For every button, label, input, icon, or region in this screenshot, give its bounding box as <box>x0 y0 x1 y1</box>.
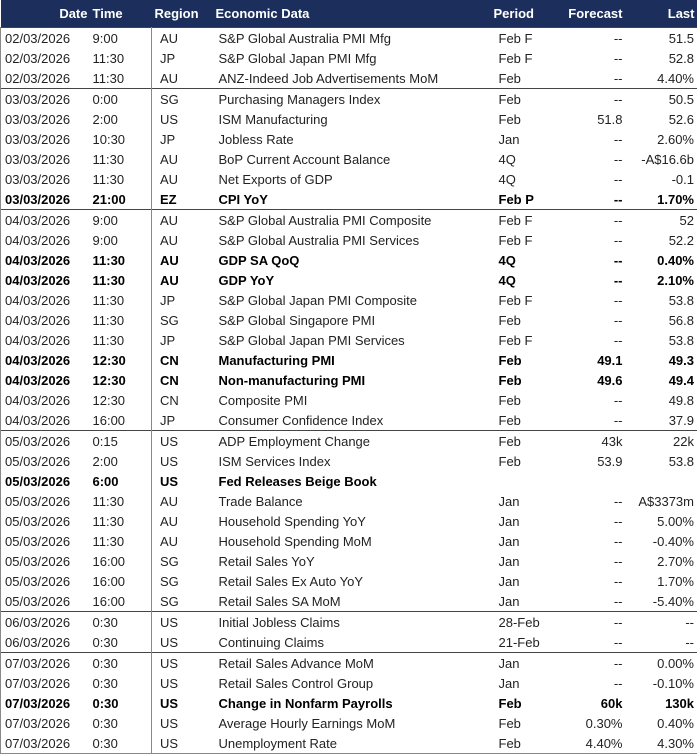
table-row <box>1 350 697 370</box>
cell-region: US <box>152 431 213 452</box>
cell-region: JP <box>152 48 213 68</box>
cell-last: -0.1 <box>626 169 697 189</box>
table-row <box>1 713 697 733</box>
cell-region: US <box>152 653 213 674</box>
cell-forecast: -- <box>543 290 626 310</box>
cell-region: JP <box>152 330 213 350</box>
cell-date: 03/03/2026 <box>1 169 90 189</box>
cell-period: Jan <box>491 491 543 511</box>
header-time: Time <box>90 0 152 28</box>
cell-last: 1.70% <box>626 189 697 210</box>
cell-forecast: -- <box>543 189 626 210</box>
cell-time: 11:30 <box>90 149 152 169</box>
cell-economic-data: ISM Services Index <box>213 451 491 471</box>
cell-forecast: -- <box>543 28 626 49</box>
cell-forecast: -- <box>543 410 626 431</box>
cell-economic-data: S&P Global Japan PMI Mfg <box>213 48 491 68</box>
cell-period: Jan <box>491 531 543 551</box>
cell-region: AU <box>152 169 213 189</box>
cell-last: -0.40% <box>626 531 697 551</box>
cell-period: Feb <box>491 431 543 452</box>
cell-time: 12:30 <box>90 370 152 390</box>
table-row <box>1 129 697 149</box>
cell-economic-data: Retail Sales SA MoM <box>213 591 491 612</box>
cell-period: Feb F <box>491 48 543 68</box>
cell-period: Feb F <box>491 330 543 350</box>
cell-region: AU <box>152 531 213 551</box>
cell-period: Feb <box>491 310 543 330</box>
cell-region: US <box>152 471 213 491</box>
cell-economic-data: Trade Balance <box>213 491 491 511</box>
cell-period: Feb <box>491 350 543 370</box>
cell-last: 2.60% <box>626 129 697 149</box>
cell-time: 0:30 <box>90 653 152 674</box>
cell-period: Feb <box>491 410 543 431</box>
cell-forecast: -- <box>543 531 626 551</box>
cell-forecast: -- <box>543 673 626 693</box>
cell-date: 07/03/2026 <box>1 713 90 733</box>
table-row <box>1 431 697 452</box>
cell-economic-data: Retail Sales YoY <box>213 551 491 571</box>
cell-economic-data: ADP Employment Change <box>213 431 491 452</box>
cell-economic-data: Retail Sales Advance MoM <box>213 653 491 674</box>
cell-date: 04/03/2026 <box>1 290 90 310</box>
cell-last: 49.4 <box>626 370 697 390</box>
cell-last: -5.40% <box>626 591 697 612</box>
cell-forecast: -- <box>543 230 626 250</box>
cell-date: 06/03/2026 <box>1 612 90 633</box>
header-row <box>1 0 697 28</box>
cell-period: Feb <box>491 109 543 129</box>
cell-time: 11:30 <box>90 270 152 290</box>
table-row <box>1 89 697 110</box>
cell-region: CN <box>152 370 213 390</box>
cell-last: -- <box>626 612 697 633</box>
cell-period <box>491 471 543 491</box>
cell-date: 02/03/2026 <box>1 28 90 49</box>
cell-last: 0.40% <box>626 250 697 270</box>
cell-forecast: -- <box>543 330 626 350</box>
header-region: Region <box>152 0 213 28</box>
cell-economic-data: Continuing Claims <box>213 632 491 653</box>
cell-period: Feb <box>491 89 543 110</box>
cell-date: 04/03/2026 <box>1 330 90 350</box>
header-forecast: Forecast <box>543 0 626 28</box>
cell-forecast: 51.8 <box>543 109 626 129</box>
cell-economic-data: Consumer Confidence Index <box>213 410 491 431</box>
cell-economic-data: BoP Current Account Balance <box>213 149 491 169</box>
cell-date: 04/03/2026 <box>1 250 90 270</box>
cell-forecast: -- <box>543 491 626 511</box>
cell-economic-data: S&P Global Japan PMI Composite <box>213 290 491 310</box>
cell-economic-data: ANZ-Indeed Job Advertisements MoM <box>213 68 491 89</box>
cell-economic-data: S&P Global Australia PMI Services <box>213 230 491 250</box>
table-row <box>1 612 697 633</box>
cell-last: 52.2 <box>626 230 697 250</box>
cell-forecast: -- <box>543 511 626 531</box>
cell-time: 0:30 <box>90 673 152 693</box>
cell-time: 11:30 <box>90 68 152 89</box>
cell-date: 04/03/2026 <box>1 230 90 250</box>
cell-period: Feb F <box>491 210 543 231</box>
cell-date: 05/03/2026 <box>1 531 90 551</box>
header-economic-data: Economic Data <box>213 0 491 28</box>
cell-last: 53.8 <box>626 451 697 471</box>
cell-time: 11:30 <box>90 48 152 68</box>
cell-last: 52 <box>626 210 697 231</box>
cell-time: 11:30 <box>90 330 152 350</box>
table-row <box>1 733 697 754</box>
cell-time: 0:15 <box>90 431 152 452</box>
cell-time: 10:30 <box>90 129 152 149</box>
cell-time: 0:30 <box>90 733 152 754</box>
cell-date: 07/03/2026 <box>1 693 90 713</box>
cell-region: AU <box>152 28 213 49</box>
table-row <box>1 390 697 410</box>
cell-period: Feb F <box>491 290 543 310</box>
cell-time: 16:00 <box>90 551 152 571</box>
cell-last: 49.3 <box>626 350 697 370</box>
cell-period: 4Q <box>491 169 543 189</box>
cell-time: 12:30 <box>90 390 152 410</box>
cell-time: 0:00 <box>90 89 152 110</box>
cell-region: US <box>152 451 213 471</box>
table-row <box>1 451 697 471</box>
cell-forecast: -- <box>543 149 626 169</box>
cell-date: 05/03/2026 <box>1 451 90 471</box>
table-row <box>1 551 697 571</box>
cell-forecast: -- <box>543 612 626 633</box>
table-row <box>1 591 697 612</box>
cell-region: AU <box>152 250 213 270</box>
cell-last: 51.5 <box>626 28 697 49</box>
cell-forecast: -- <box>543 210 626 231</box>
table-row <box>1 210 697 231</box>
cell-time: 11:30 <box>90 250 152 270</box>
cell-economic-data: ISM Manufacturing <box>213 109 491 129</box>
cell-period: Jan <box>491 571 543 591</box>
cell-last: 0.40% <box>626 713 697 733</box>
header-period: Period <box>491 0 543 28</box>
cell-forecast: 4.40% <box>543 733 626 754</box>
cell-date: 04/03/2026 <box>1 410 90 431</box>
cell-date: 05/03/2026 <box>1 551 90 571</box>
table-row <box>1 531 697 551</box>
cell-economic-data: Fed Releases Beige Book <box>213 471 491 491</box>
cell-date: 07/03/2026 <box>1 653 90 674</box>
cell-time: 16:00 <box>90 571 152 591</box>
cell-date: 05/03/2026 <box>1 571 90 591</box>
cell-period: Feb <box>491 733 543 754</box>
cell-last: 37.9 <box>626 410 697 431</box>
cell-time: 11:30 <box>90 290 152 310</box>
cell-time: 0:30 <box>90 632 152 653</box>
cell-last: -- <box>626 632 697 653</box>
table-row <box>1 169 697 189</box>
cell-region: JP <box>152 290 213 310</box>
cell-last: 5.00% <box>626 511 697 531</box>
table-row <box>1 632 697 653</box>
cell-time: 6:00 <box>90 471 152 491</box>
cell-last: A$3373m <box>626 491 697 511</box>
cell-period: Jan <box>491 511 543 531</box>
cell-forecast: -- <box>543 89 626 110</box>
table-row <box>1 290 697 310</box>
table-header <box>1 0 697 28</box>
cell-region: CN <box>152 390 213 410</box>
table-row <box>1 28 697 49</box>
cell-last: 0.00% <box>626 653 697 674</box>
cell-economic-data: Unemployment Rate <box>213 733 491 754</box>
cell-region: EZ <box>152 189 213 210</box>
cell-period: Feb P <box>491 189 543 210</box>
cell-region: CN <box>152 350 213 370</box>
cell-region: US <box>152 673 213 693</box>
cell-economic-data: Purchasing Managers Index <box>213 89 491 110</box>
table-row <box>1 48 697 68</box>
cell-period: Feb <box>491 68 543 89</box>
cell-forecast: 0.30% <box>543 713 626 733</box>
table-row <box>1 270 697 290</box>
cell-time: 11:30 <box>90 511 152 531</box>
cell-date: 05/03/2026 <box>1 431 90 452</box>
cell-date: 07/03/2026 <box>1 733 90 754</box>
cell-forecast: -- <box>543 169 626 189</box>
cell-region: AU <box>152 68 213 89</box>
cell-last: 50.5 <box>626 89 697 110</box>
cell-last: 1.70% <box>626 571 697 591</box>
cell-economic-data: Non-manufacturing PMI <box>213 370 491 390</box>
table-row <box>1 571 697 591</box>
cell-region: AU <box>152 149 213 169</box>
cell-date: 03/03/2026 <box>1 189 90 210</box>
cell-economic-data: CPI YoY <box>213 189 491 210</box>
cell-period: Feb <box>491 370 543 390</box>
cell-last: 53.8 <box>626 330 697 350</box>
cell-last <box>626 471 697 491</box>
cell-forecast: -- <box>543 129 626 149</box>
table-row <box>1 310 697 330</box>
cell-period: Jan <box>491 591 543 612</box>
cell-region: JP <box>152 410 213 431</box>
cell-forecast: 49.1 <box>543 350 626 370</box>
cell-last: 4.40% <box>626 68 697 89</box>
cell-date: 03/03/2026 <box>1 89 90 110</box>
cell-period: Jan <box>491 653 543 674</box>
cell-forecast: -- <box>543 68 626 89</box>
cell-forecast: -- <box>543 591 626 612</box>
cell-period: Feb <box>491 693 543 713</box>
cell-period: Feb <box>491 713 543 733</box>
cell-date: 05/03/2026 <box>1 491 90 511</box>
cell-last: -A$16.6b <box>626 149 697 169</box>
cell-period: 4Q <box>491 149 543 169</box>
cell-forecast: 53.9 <box>543 451 626 471</box>
cell-last: 49.8 <box>626 390 697 410</box>
cell-economic-data: Average Hourly Earnings MoM <box>213 713 491 733</box>
cell-region: AU <box>152 270 213 290</box>
cell-economic-data: Retail Sales Ex Auto YoY <box>213 571 491 591</box>
cell-economic-data: S&P Global Australia PMI Mfg <box>213 28 491 49</box>
cell-date: 04/03/2026 <box>1 390 90 410</box>
table-row <box>1 230 697 250</box>
table-row <box>1 673 697 693</box>
table-row <box>1 511 697 531</box>
cell-region: US <box>152 632 213 653</box>
cell-forecast: -- <box>543 390 626 410</box>
cell-period: Jan <box>491 673 543 693</box>
table-row <box>1 693 697 713</box>
cell-economic-data: Initial Jobless Claims <box>213 612 491 633</box>
cell-date: 04/03/2026 <box>1 270 90 290</box>
cell-economic-data: Change in Nonfarm Payrolls <box>213 693 491 713</box>
cell-economic-data: GDP SA QoQ <box>213 250 491 270</box>
cell-time: 16:00 <box>90 410 152 431</box>
cell-last: 130k <box>626 693 697 713</box>
cell-time: 12:30 <box>90 350 152 370</box>
header-last: Last <box>626 0 697 28</box>
cell-region: SG <box>152 89 213 110</box>
cell-last: 56.8 <box>626 310 697 330</box>
cell-time: 11:30 <box>90 491 152 511</box>
cell-region: US <box>152 713 213 733</box>
cell-time: 11:30 <box>90 310 152 330</box>
table-row <box>1 68 697 89</box>
cell-date: 03/03/2026 <box>1 149 90 169</box>
cell-date: 05/03/2026 <box>1 511 90 531</box>
table-row <box>1 250 697 270</box>
cell-forecast: -- <box>543 653 626 674</box>
cell-forecast: -- <box>543 551 626 571</box>
cell-economic-data: Manufacturing PMI <box>213 350 491 370</box>
cell-time: 11:30 <box>90 169 152 189</box>
cell-economic-data: GDP YoY <box>213 270 491 290</box>
cell-forecast: -- <box>543 270 626 290</box>
table-row <box>1 189 697 210</box>
table-row <box>1 330 697 350</box>
cell-time: 0:30 <box>90 713 152 733</box>
cell-last: 52.6 <box>626 109 697 129</box>
cell-forecast: 60k <box>543 693 626 713</box>
cell-economic-data: S&P Global Japan PMI Services <box>213 330 491 350</box>
cell-last: 4.30% <box>626 733 697 754</box>
table-row <box>1 370 697 390</box>
cell-region: JP <box>152 129 213 149</box>
cell-forecast: -- <box>543 310 626 330</box>
cell-date: 07/03/2026 <box>1 673 90 693</box>
cell-forecast: -- <box>543 632 626 653</box>
table-row <box>1 410 697 431</box>
cell-region: AU <box>152 210 213 231</box>
cell-economic-data: Net Exports of GDP <box>213 169 491 189</box>
cell-economic-data: S&P Global Australia PMI Composite <box>213 210 491 231</box>
cell-region: AU <box>152 230 213 250</box>
cell-economic-data: Household Spending MoM <box>213 531 491 551</box>
cell-date: 02/03/2026 <box>1 48 90 68</box>
table-row <box>1 653 697 674</box>
cell-date: 05/03/2026 <box>1 471 90 491</box>
cell-economic-data: Retail Sales Control Group <box>213 673 491 693</box>
cell-forecast <box>543 471 626 491</box>
cell-time: 2:00 <box>90 451 152 471</box>
cell-date: 02/03/2026 <box>1 68 90 89</box>
cell-region: SG <box>152 310 213 330</box>
cell-economic-data: Household Spending YoY <box>213 511 491 531</box>
cell-period: Jan <box>491 129 543 149</box>
table-row <box>1 471 697 491</box>
cell-period: Feb <box>491 451 543 471</box>
cell-time: 0:30 <box>90 693 152 713</box>
cell-time: 9:00 <box>90 28 152 49</box>
cell-economic-data: S&P Global Singapore PMI <box>213 310 491 330</box>
cell-period: 28-Feb <box>491 612 543 633</box>
cell-last: 2.10% <box>626 270 697 290</box>
cell-date: 05/03/2026 <box>1 591 90 612</box>
cell-region: US <box>152 109 213 129</box>
cell-region: SG <box>152 551 213 571</box>
cell-region: US <box>152 733 213 754</box>
cell-date: 04/03/2026 <box>1 310 90 330</box>
cell-region: AU <box>152 511 213 531</box>
cell-time: 2:00 <box>90 109 152 129</box>
cell-region: AU <box>152 491 213 511</box>
cell-forecast: 49.6 <box>543 370 626 390</box>
cell-date: 04/03/2026 <box>1 210 90 231</box>
cell-date: 04/03/2026 <box>1 370 90 390</box>
cell-period: Feb F <box>491 230 543 250</box>
cell-period: Feb F <box>491 28 543 49</box>
cell-region: US <box>152 612 213 633</box>
cell-forecast: -- <box>543 571 626 591</box>
cell-period: 4Q <box>491 270 543 290</box>
cell-time: 0:30 <box>90 612 152 633</box>
cell-time: 21:00 <box>90 189 152 210</box>
table-row <box>1 109 697 129</box>
cell-time: 9:00 <box>90 210 152 231</box>
cell-forecast: 43k <box>543 431 626 452</box>
cell-region: US <box>152 693 213 713</box>
cell-time: 11:30 <box>90 531 152 551</box>
header-date: Date <box>1 0 90 28</box>
cell-period: 4Q <box>491 250 543 270</box>
cell-date: 03/03/2026 <box>1 109 90 129</box>
cell-last: 2.70% <box>626 551 697 571</box>
cell-last: -0.10% <box>626 673 697 693</box>
table-body <box>1 28 697 754</box>
cell-forecast: -- <box>543 250 626 270</box>
cell-date: 04/03/2026 <box>1 350 90 370</box>
cell-time: 16:00 <box>90 591 152 612</box>
cell-region: SG <box>152 571 213 591</box>
cell-period: Jan <box>491 551 543 571</box>
cell-forecast: -- <box>543 48 626 68</box>
cell-economic-data: Composite PMI <box>213 390 491 410</box>
table-row <box>1 149 697 169</box>
cell-time: 9:00 <box>90 230 152 250</box>
cell-date: 03/03/2026 <box>1 129 90 149</box>
cell-last: 53.8 <box>626 290 697 310</box>
cell-region: SG <box>152 591 213 612</box>
cell-last: 52.8 <box>626 48 697 68</box>
cell-period: 21-Feb <box>491 632 543 653</box>
cell-date: 06/03/2026 <box>1 632 90 653</box>
cell-period: Feb <box>491 390 543 410</box>
table-row <box>1 491 697 511</box>
cell-economic-data: Jobless Rate <box>213 129 491 149</box>
cell-last: 22k <box>626 431 697 452</box>
